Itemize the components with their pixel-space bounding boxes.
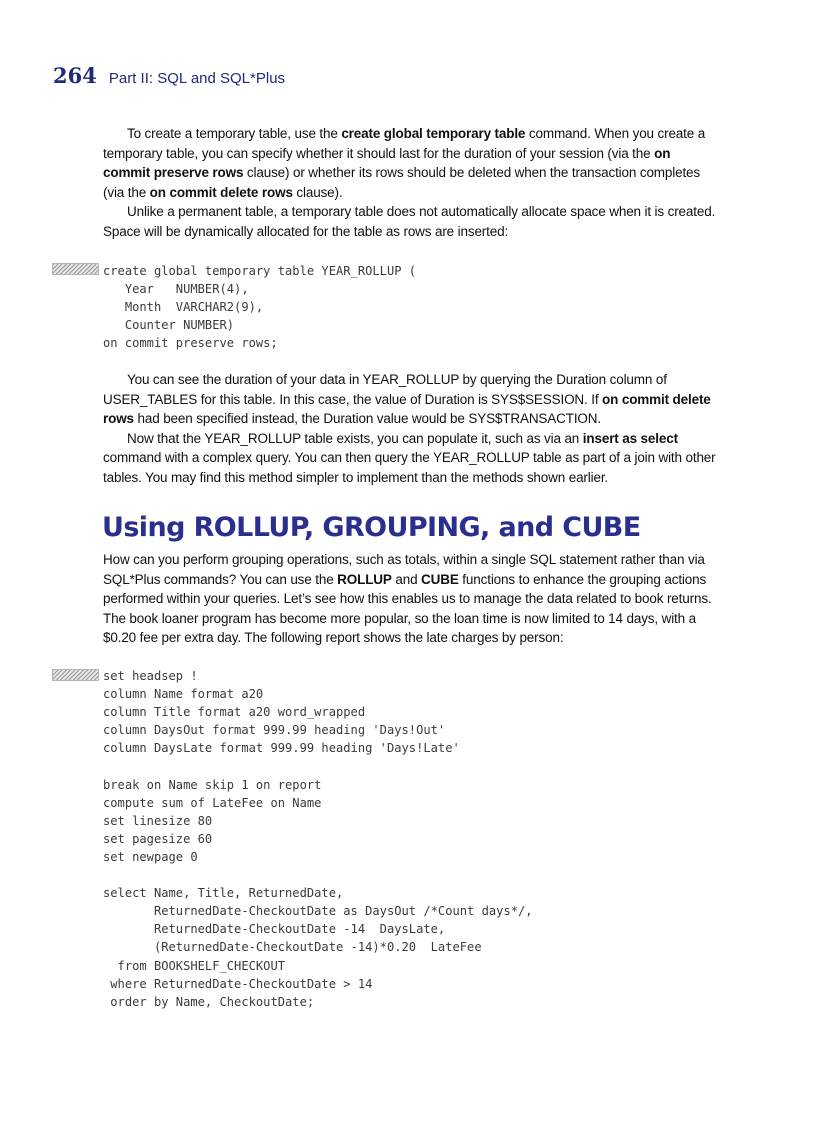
keyword-cube: CUBE xyxy=(421,571,459,587)
page-number: 264 xyxy=(53,63,97,88)
section-heading: Using ROLLUP, GROUPING, and CUBE xyxy=(102,512,641,543)
keyword-on-commit-delete-rows: on commit delete rows xyxy=(149,184,293,200)
paragraph-duration: You can see the duration of your data in YEAR_ROLLUP by querying the Duration column of USER_TABLES for this table. In this case, the value of Duration is SYS$SESSION. If on commit delete rows had been specified instead, the Duration value would be SYS$TRANSACTION. xyxy=(103,372,711,427)
keyword-create-global-temporary-table: create global temporary table xyxy=(341,126,526,141)
paragraph-populate: Now that the YEAR_ROLLUP table exists, you can populate it, such as via an insert as select command with a complex query. You can then query the YEAR_ROLLUP table as part of a join with other tables. You may find this method simpler to implement than the methods shown earlier. xyxy=(103,430,716,485)
code-marker-icon xyxy=(52,669,99,681)
keyword-insert-as-select: insert as select xyxy=(582,430,678,446)
running-head xyxy=(53,63,285,88)
part-label: Part II: SQL and SQL*Plus xyxy=(108,70,286,87)
code-block-late-fee-report: set headsep ! column Name format a20 column Title format a20 word_wrapped column DaysOut format 999.99 heading 'Days!Out' column DaysLate format 999.99 heading 'Days!Late' break on Name skip 1 on report compute sum of LateFee on Name set linesize 80 set pagesize 60 set newpage 0 select Name, Title, ReturnedDate, ReturnedDate-CheckoutDate as DaysOut /*Count days*/, ReturnedDate-CheckoutDate -14 DaysLate, (ReturnedDate-CheckoutDate -14)*0.20 LateFee from BOOKSHELF_CHECKOUT where ReturnedDate-CheckoutDate > 14 order by Name, CheckoutDate; xyxy=(103,669,533,1009)
duration-text-block xyxy=(103,370,719,488)
paragraph-grouping: How can you perform grouping operations, such as totals, within a single SQL statement rather than via SQL*Plus commands? You can use the ROLLUP and CUBE functions to enhance the grouping actions performed within your queries. Let’s see how this enables us to manage the data related to book returns. The book loaner program has become more popular, so the loan time is now limited to 14 days, with a $0.20 fee per extra day. The following report shows the late charges by person: xyxy=(103,552,712,646)
intro-text-block xyxy=(103,124,719,242)
keyword-on-commit-preserve-rows: on commit preserve rows xyxy=(103,145,671,181)
code-marker-icon xyxy=(52,263,99,275)
rollup-text-block xyxy=(103,550,719,648)
paragraph-temporary-table: To create a temporary table, use the create global temporary table command. When you create a temporary table, you can specify whether it should last for the duration of your session (via the on commit preserve rows clause) or whether its rows should be deleted when the transaction completes (via the on commit delete rows clause). xyxy=(103,126,706,200)
keyword-rollup: ROLLUP xyxy=(337,571,392,587)
keyword-on-commit-delete-rows-2: on commit delete rows xyxy=(103,391,711,427)
paragraph-space-allocation: Unlike a permanent table, a temporary table does not automatically allocate space when it is created. Space will be dynamically allocated for the table as rows are inserted: xyxy=(103,204,716,239)
code-block-create-table: create global temporary table YEAR_ROLLUP ( Year NUMBER(4), Month VARCHAR2(9), Counter NUMBER) on commit preserve rows; xyxy=(103,264,417,351)
